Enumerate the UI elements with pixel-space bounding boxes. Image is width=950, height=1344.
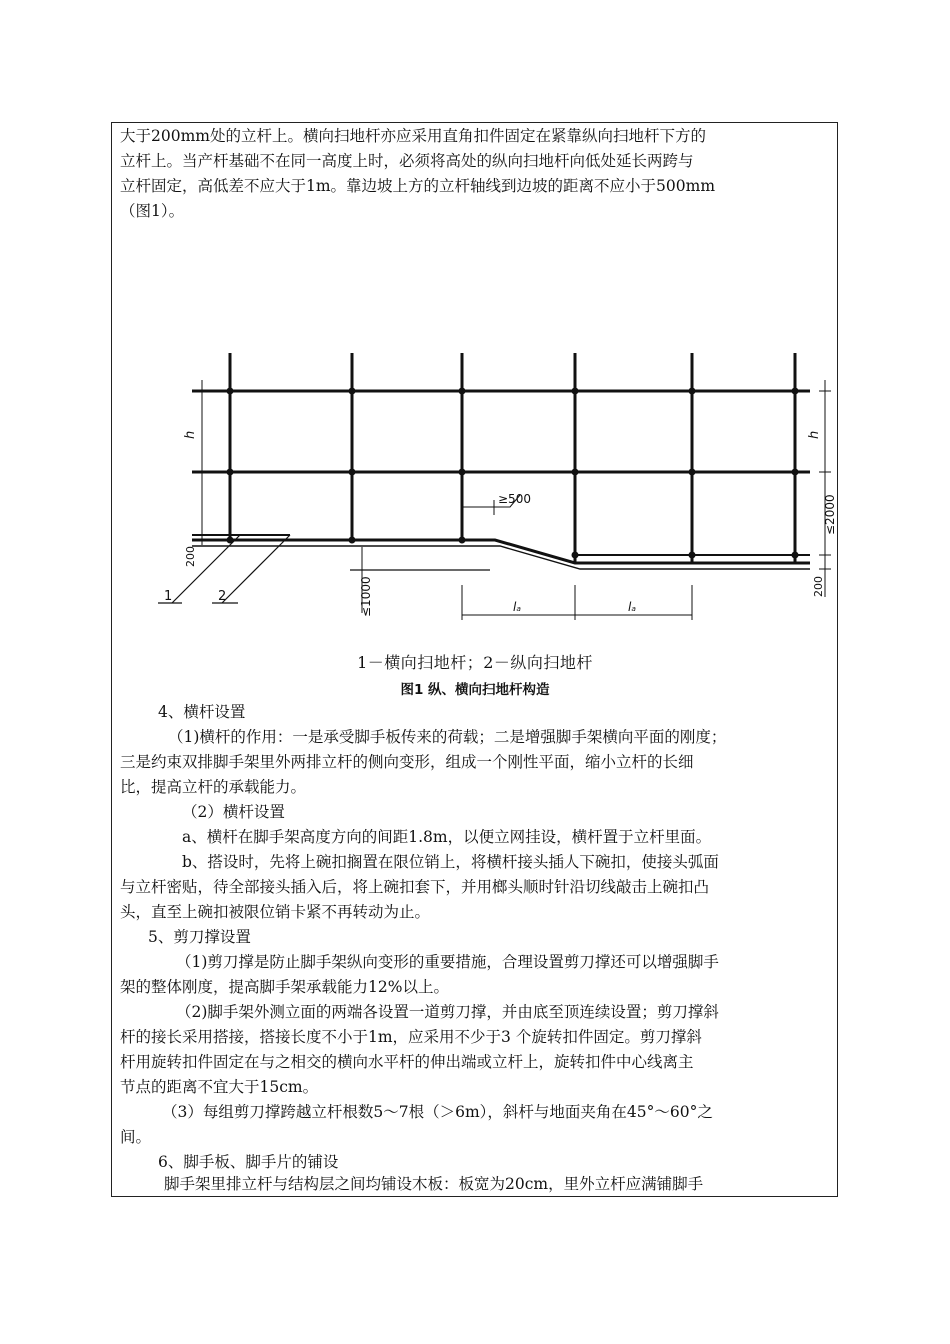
dim-label-le2000: ≤2000 bbox=[823, 494, 837, 535]
dim-label-h-left: h bbox=[183, 430, 198, 439]
body-line: 头，直至上碗扣被限位销卡紧不再转动为止。 bbox=[120, 903, 431, 921]
dim-label-200-left: 200 bbox=[184, 546, 197, 567]
section-heading-6: 6、脚手板、脚手片的铺设 bbox=[158, 1153, 339, 1171]
dim-label-h-right: h bbox=[807, 430, 822, 439]
body-line: （2)脚手架外测立面的两端各设置一道剪刀撑，并由底至顶连续设置；剪刀撑斜 bbox=[176, 1003, 719, 1021]
dim-label-la-1: lₐ bbox=[513, 600, 522, 614]
section-heading-5: 5、剪刀撑设置 bbox=[148, 928, 251, 946]
body-line: 架的整体刚度，提高脚手架承载能力12%以上。 bbox=[120, 978, 449, 996]
intro-line: 立杆固定，高低差不应大于1m。靠边坡上方的立杆轴线到边坡的距离不应小于500mm bbox=[120, 177, 716, 195]
body-line: b、搭设时，先将上碗扣搁置在限位销上，将横杆接头插人下碗扣，使接头弧面 bbox=[182, 853, 719, 871]
body-line: 脚手架里排立杆与结构层之间均铺设木板：板宽为20cm，里外立杆应满铺脚手 bbox=[164, 1175, 704, 1193]
part-label-2: 2 bbox=[218, 589, 227, 604]
figure-legend: 1－横向扫地杆；2－纵向扫地杆 bbox=[357, 653, 593, 672]
body-line: （2）横杆设置 bbox=[182, 803, 285, 821]
body-line: 杆用旋转扣件固定在与之相交的横向水平杆的伸出端或立杆上，旋转扣件中心线离主 bbox=[120, 1053, 694, 1071]
body-line: （1)剪刀撑是防止脚手架纵向变形的重要措施，合理设置剪刀撑还可以增强脚手 bbox=[176, 953, 719, 971]
part-label-1: 1 bbox=[164, 589, 173, 604]
intro-line: （图1）。 bbox=[120, 202, 185, 220]
body-line: 比，提高立杆的承载能力。 bbox=[120, 778, 307, 796]
dim-label-200-right: 200 bbox=[812, 576, 825, 597]
body-line: 三是约束双排脚手架里外两排立杆的侧向变形，组成一个刚性平面，缩小立杆的长细 bbox=[120, 753, 694, 771]
dim-label-ge500: ≥500 bbox=[498, 492, 531, 506]
intro-line: 立杆上。当产杆基础不在同一高度上时，必须将高处的纵向扫地杆向低处延长两跨与 bbox=[120, 152, 694, 170]
scaffold-sweeping-rod-diagram bbox=[120, 335, 840, 625]
dim-label-la-2: lₐ bbox=[628, 600, 637, 614]
body-line: （3）每组剪刀撑跨越立杆根数5～7根（＞6m），斜杆与地面夹角在45°～60°之 bbox=[162, 1103, 713, 1121]
body-line: 杆的接长采用搭接，搭接长度不小于1m，应采用不少于3 个旋转扣件固定。剪刀撑斜 bbox=[120, 1028, 702, 1046]
intro-line: 大于200mm处的立杆上。横向扫地杆亦应采用直角扣件固定在紧靠纵向扫地杆下方的 bbox=[120, 127, 706, 145]
body-line: 间。 bbox=[120, 1128, 152, 1146]
section-heading-4: 4、横杆设置 bbox=[158, 703, 246, 721]
body-line: a、横杆在脚手架高度方向的间距1.8m，以便立网挂设，横杆置于立杆里面。 bbox=[182, 828, 712, 846]
dim-label-le1000: ≤1000 bbox=[359, 576, 373, 617]
body-line: （1)横杆的作用：一是承受脚手板传来的荷载；二是增强脚手架横向平面的刚度； bbox=[168, 728, 727, 746]
figure-title: 图1 纵、横向扫地杆构造 bbox=[400, 682, 550, 698]
body-line: 节点的距离不宜大于15cm。 bbox=[120, 1078, 319, 1096]
body-line: 与立杆密贴，待全部接头插入后，将上碗扣套下，并用榔头顺时针沿切线敲击上碗扣凸 bbox=[120, 878, 710, 896]
